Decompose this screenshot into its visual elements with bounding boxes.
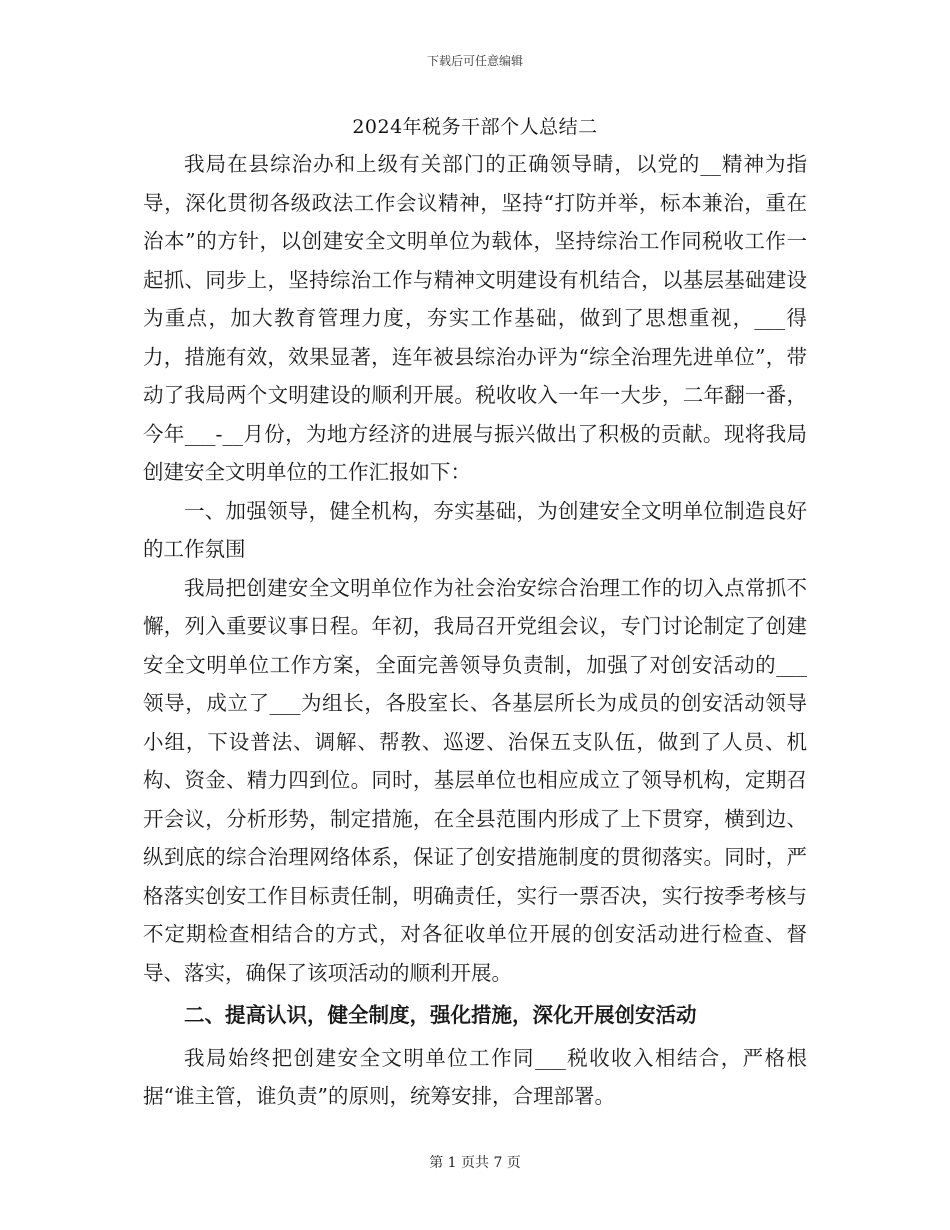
document-title: 2024年税务干部个人总结二: [352, 116, 598, 138]
section-heading-1: 一、加强领导，健全机构，夯实基础，为创建安全文明单位制造良好的工作氛围: [143, 498, 807, 561]
paragraph-section-1: 我局把创建安全文明单位作为社会治安综合治理工作的切入点常抓不懈，列入重要议事日程。年初，我局召开党组会议，专门讨论制定了创建安全文明单位工作方案，全面完善领导负责制，加强了对创安活动的___领导，成立了___为组长，各股室长、各基层所长为成员的创安活动领导小组，下设普法、调解、帮教、巡逻、治保五支队伍，做到了人员、机构、资金、精力四到位。同时，基层单位也相应成立了领导机构，定期召开会议，分析形势，制定措施，在全县范围内形成了上下贯穿，横到边、纵到底的综合治理网络体系，保证了创安措施制度的贯彻落实。同时，严格落实创安工作目标责任制，明确责任，实行一票否决，实行按季考核与不定期检查相结合的方式，对各征收单位开展的创安活动进行检查、督导、落实，确保了该项活动的顺利开展。: [143, 575, 807, 985]
section-heading-2: 二、提高认识，健全制度，强化措施，深化开展创安活动: [184, 1003, 697, 1027]
document-body: [143, 145, 807, 1116]
paragraph-intro: 我局在县综治办和上级有关部门的正确领导睛，以党的__精神为指导，深化贯彻各级政法工作会议精神，坚持“打防并举，标本兼治，重在治本”的方针，以创建安全文明单位为载体，坚持综治工作同税收工作一起抓、同步上，坚持综治工作与精神文明建设有机结合，以基层基础建设为重点，加大教育管理力度，夯实工作基础，做到了思想重视，___得力，措施有效，效果显著，连年被县综治办评为“综全治理先进单位”，带动了我局两个文明建设的顺利开展。税收收入一年一大步，二年翻一番，今年___-__月份，为地方经济的进展与振兴做出了积极的贡献。现将我局创建安全文明单位的工作汇报如下：: [143, 152, 807, 484]
header-note: 下载后可任意编辑: [426, 54, 523, 68]
page-number: 第 1 页共 7 页: [429, 1155, 521, 1171]
paragraph-section-2: 我局始终把创建安全文明单位工作同___税收收入相结合，严格根据“谁主管，谁负责”的原则，统筹安排，合理部署。: [143, 1045, 807, 1108]
